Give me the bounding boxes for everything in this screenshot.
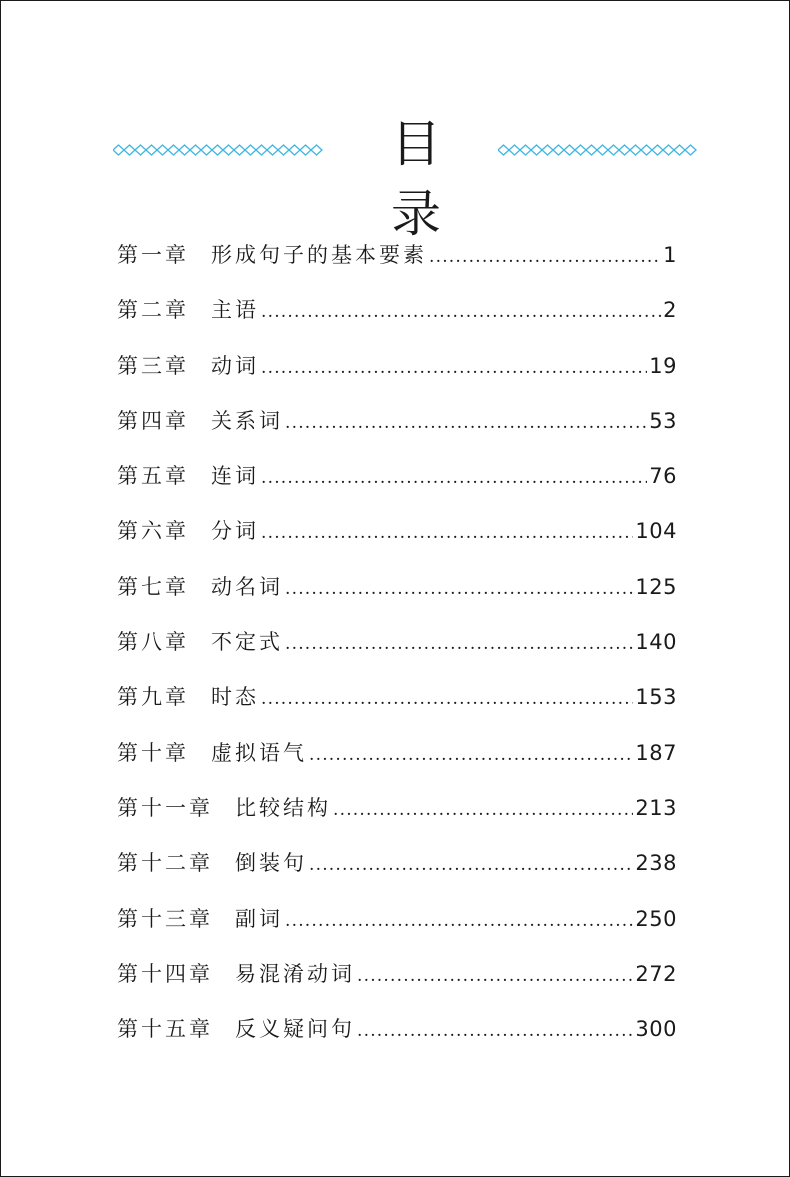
dot-leader (309, 855, 633, 875)
chapter-number: 第六章 (117, 519, 189, 544)
dot-leader (429, 247, 661, 267)
chapter-title: 连词 (211, 464, 259, 489)
chapter-title: 倒装句 (235, 851, 307, 876)
chapter-title: 形成句子的基本要素 (211, 243, 427, 267)
page-number: 1 (663, 243, 677, 267)
dot-leader (261, 302, 661, 322)
dot-leader (261, 468, 647, 488)
chapter-title: 时态 (211, 685, 259, 710)
page-number: 213 (635, 795, 677, 820)
chapter-title: 虚拟语气 (211, 740, 307, 765)
chapter-title: 反义疑问句 (235, 1017, 355, 1042)
chapter-number: 第五章 (117, 464, 189, 489)
chapter-number: 第九章 (117, 685, 189, 710)
page-number: 238 (635, 851, 677, 876)
dot-leader (285, 579, 633, 599)
chapter-title: 动词 (211, 353, 259, 378)
dot-leader (261, 689, 633, 709)
page-number: 104 (635, 519, 677, 544)
chapter-number: 第十四章 (117, 961, 213, 986)
dot-leader (261, 523, 633, 543)
toc-entry[interactable] (117, 405, 677, 460)
page-title: 目录 (391, 115, 459, 243)
chapter-title: 易混淆动词 (235, 961, 355, 986)
toc-entry[interactable] (117, 903, 677, 958)
toc-entry[interactable] (117, 626, 677, 681)
chapter-number: 第七章 (117, 574, 189, 599)
page-number: 140 (635, 630, 677, 655)
dot-leader (261, 358, 647, 378)
toc-entry[interactable] (117, 737, 677, 792)
page-number: 272 (635, 961, 677, 986)
chapter-title: 关系词 (211, 408, 283, 433)
chapter-number: 第十一章 (117, 795, 213, 820)
diamond-ornament-right (498, 143, 701, 157)
diamond-chain (498, 145, 696, 155)
toc-entry[interactable] (117, 515, 677, 570)
page-number: 125 (635, 574, 677, 599)
chapter-title: 分词 (211, 519, 259, 544)
dot-leader (285, 911, 633, 931)
toc-entry[interactable] (117, 792, 677, 847)
table-of-contents (117, 239, 677, 1068)
toc-entry[interactable] (117, 239, 677, 294)
diamond-ornament-left (113, 143, 331, 157)
chapter-number: 第十章 (117, 740, 189, 765)
toc-entry[interactable] (117, 460, 677, 515)
diamond-chain (113, 145, 322, 155)
chapter-title: 副词 (235, 906, 283, 931)
toc-entry[interactable] (117, 958, 677, 1013)
toc-entry[interactable] (117, 571, 677, 626)
chapter-number: 第三章 (117, 353, 189, 378)
page-number: 187 (635, 740, 677, 765)
dot-leader (333, 800, 633, 820)
chapter-number: 第八章 (117, 630, 189, 655)
dot-leader (357, 966, 633, 986)
chapter-title: 主语 (211, 298, 259, 323)
toc-entry[interactable] (117, 1013, 677, 1068)
chapter-number: 第十五章 (117, 1017, 213, 1042)
chapter-number: 第十二章 (117, 851, 213, 876)
dot-leader (285, 634, 633, 654)
chapter-number: 第一章 (117, 243, 189, 267)
dot-leader (357, 1021, 633, 1041)
toc-entry[interactable] (117, 681, 677, 736)
title-row (1, 109, 789, 243)
toc-entry[interactable] (117, 847, 677, 902)
dot-leader (309, 745, 633, 765)
dot-leader (285, 413, 647, 433)
page-number: 250 (635, 906, 677, 931)
chapter-title: 动名词 (211, 574, 283, 599)
page-number: 300 (635, 1017, 677, 1042)
chapter-title: 比较结构 (235, 795, 331, 820)
page-number: 53 (649, 408, 677, 433)
chapter-number: 第十三章 (117, 906, 213, 931)
chapter-number: 第二章 (117, 298, 189, 323)
chapter-number: 第四章 (117, 408, 189, 433)
toc-entry[interactable] (117, 350, 677, 405)
page-number: 153 (635, 685, 677, 710)
page-number: 76 (649, 464, 677, 489)
toc-entry[interactable] (117, 294, 677, 349)
page-number: 19 (649, 353, 677, 378)
chapter-title: 不定式 (211, 630, 283, 655)
page-number: 2 (663, 298, 677, 323)
